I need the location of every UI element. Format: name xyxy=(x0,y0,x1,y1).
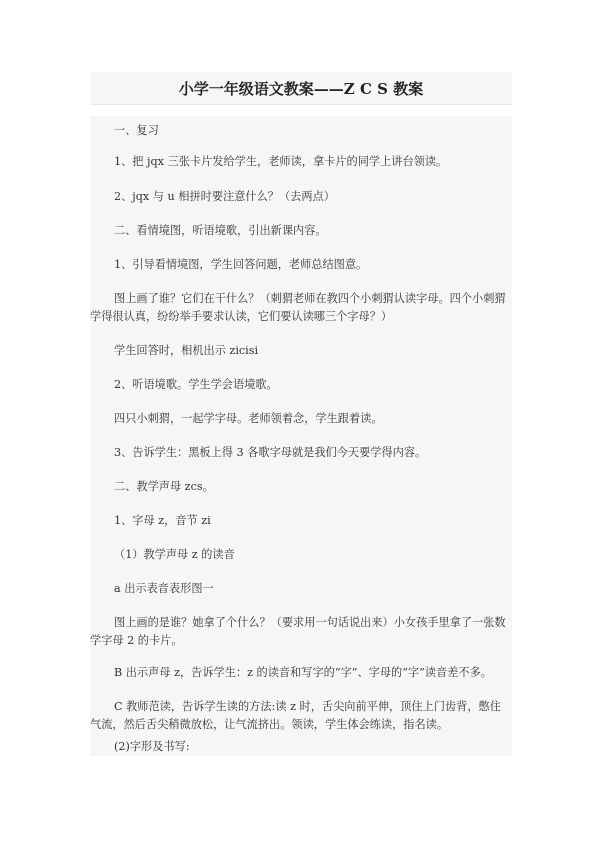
paragraph: 1、把 jqx 三张卡片发给学生，老师读，拿卡片的同学上讲台领读。 xyxy=(114,155,448,168)
paragraph: 二、看情境图，听语境歌，引出新课内容。 xyxy=(114,224,327,237)
paragraph: 1、字母 z，音节 zi xyxy=(114,514,211,527)
paragraph: 一、复习 xyxy=(114,124,159,137)
paragraph: 图上画了谁？它们在干什么？（刺猬老师在教四个小刺猬认读字母。四个小刺猬学得很认真，纷纷举手要求认读，它们要认读哪三个字母？） xyxy=(90,292,506,323)
paragraph: 学生回答时，相机出示 zicisi xyxy=(114,344,259,357)
paragraph: (2)字形及书写: xyxy=(114,740,190,753)
paragraph: 二、教学声母 zcs。 xyxy=(114,480,214,493)
paragraph: 四只小刺猬，一起学字母。老师领着念，学生跟着读。 xyxy=(114,412,383,425)
paragraph: 2、听语境歌。学生学会语境歌。 xyxy=(114,378,278,391)
paragraph: C 教师范读，告诉学生读的方法:读 z 时，舌尖向前平伸，顶住上门齿背，憋住气流，然后舌尖稍微放松，让气流挤出。领读，学生体会练读，指名读。 xyxy=(90,700,501,731)
document-title: 小学一年级语文教案——Z C S 教案 xyxy=(90,72,512,105)
paragraph: （1）教学声母 z 的读音 xyxy=(114,548,235,561)
paragraph: 2、jqx 与 u 相拼时要注意什么？（去两点） xyxy=(114,190,335,203)
paragraph: B 出示声母 z，告诉学生：z 的读音和写字的“字”、字母的“字”读音差不多。 xyxy=(114,666,492,679)
paragraph: 3、告诉学生：黑板上得 3 各歌字母就是我们今天要学得内容。 xyxy=(114,446,427,459)
paragraph: 1、引导看情境图，学生回答问题，老师总结图意。 xyxy=(114,258,368,271)
paragraph: 图上画的是谁？她拿了个什么？（要求用一句话说出来）小女孩手里拿了一张数学字母 2 的卡片。 xyxy=(90,616,506,647)
document-body xyxy=(90,116,512,756)
paragraph: a 出示表音表形图一 xyxy=(114,582,214,595)
